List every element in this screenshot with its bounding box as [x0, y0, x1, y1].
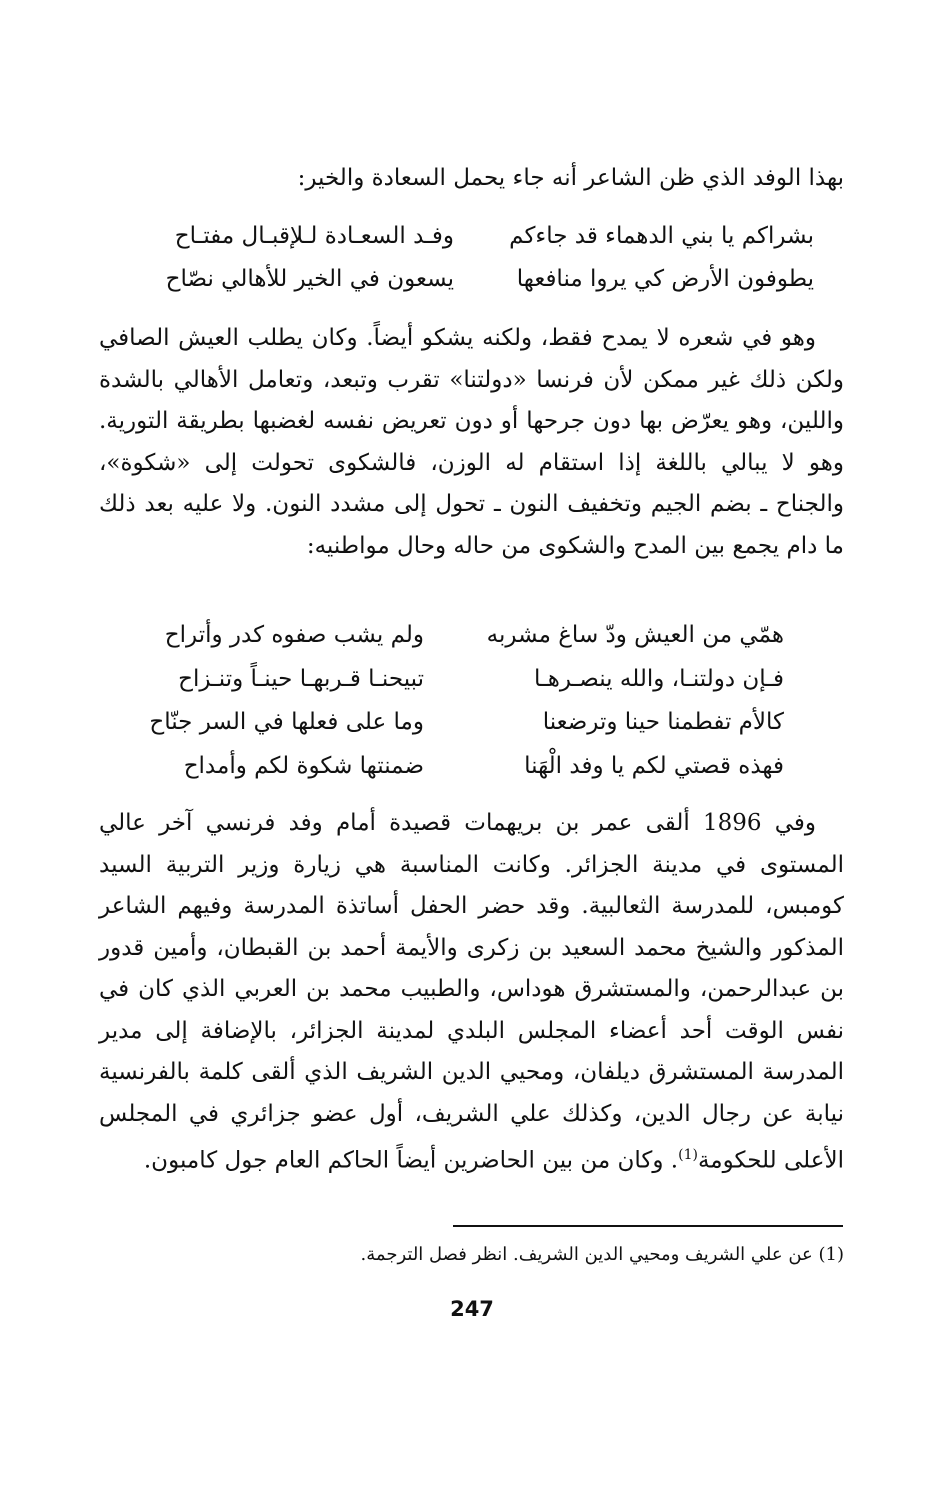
poem2-verse-4-second: ضمنتها شكوة لكم وأمداح: [183, 753, 424, 779]
intro-line: بهذا الوفد الذي ظن الشاعر أنه جاء يحمل السعادة والخير:: [297, 165, 844, 191]
footnote: (1) عن علي الشريف ومحيي الدين الشريف. انظر فصل الترجمة.: [360, 1244, 844, 1265]
footnote-separator: [453, 1225, 843, 1227]
poem1-verse-2-second: يسعون في الخير للأهالي نصّاح: [165, 266, 454, 292]
paragraph-2-main: وفي 1896 ألقى عمر بن بريهمات قصيدة أمام وفد فرنسي آخر عالي المستوى في مدينة الجزائر. وكانت المناسبة هي زيارة وزير التربية السيد كومبس، للمدرسة الثعالبية. وقد حضر الحفل أساتذة المدرسة وفيهم الشاعر المذكور والشيخ محمد السعيد بن زكرى والأيمة أحمد بن القبطان، وأمين قدور بن عبدالرحمن، والمستشرق هوداس، والطبيب محمد بن العربي الذي كان في نفس الوقت أحد أعضاء المجلس البلدي لمدينة الجزائر، بالإضافة إلى مدير المدرسة المستشرق ديلفان، ومحيي الدين الشريف الذي ألقى كلمة بالفرنسية نيابة عن رجال الدين، وكذلك علي الشريف، أول عضو جزائري في المجلس الأعلى للحكومة: [99, 810, 844, 1174]
poem2-verse-3-second: وما على فعلها في السر جنّاح: [149, 709, 424, 735]
poem2-verse-2-first: فـإن دولتنـا، والله ينصـرهـا: [533, 666, 784, 692]
poem2-verse-1-first: همّي من العيش ودّ ساغ مشربه: [486, 622, 784, 648]
poem2-verse-4-first: فهذه قصتي لكم يا وفد الْهَنا: [524, 753, 784, 779]
footnote-marker: (1): [678, 1147, 698, 1163]
poem1-verse-2-first: يطوفون الأرض كي يروا منافعها: [516, 266, 814, 292]
poem2-verse-1-second: ولم يشب صفوه كدر وأتراح: [164, 622, 424, 648]
paragraph-2: [99, 803, 844, 1182]
poem2-verse-3-first: كالأم تفطمنا حينا وترضعنا: [542, 709, 784, 735]
poem1-verse-1-first: بشراكم يا بني الدهماء قد جاءكم: [509, 223, 814, 249]
paragraph-1: وهو في شعره لا يمدح فقط، ولكنه يشكو أيضاً. وكان يطلب العيش الصافي ولكن ذلك غير ممكن لأن فرنسا «دولتنا» تقرب وتبعد، وتعامل الأهالي بالشدة واللين، وهو يعرّض بها دون جرحها أو دون تعريض نفسه لغضبها بطريقة التورية. وهو لا يبالي باللغة إذا استقام له الوزن، فالشكوى تحولت إلى «شكوة»، والجناح ـ بضم الجيم وتخفيف النون ـ تحول إلى مشدد النون. ولا عليه بعد ذلك ما دام يجمع بين المدح والشكوى من حاله وحال مواطنيه:: [99, 325, 844, 559]
paragraph-2-tail: . وكان من بين الحاضرين أيضاً الحاكم العام جول كامبون.: [143, 1147, 679, 1174]
poem1-verse-1-second: وفـد السعـادة لـلإقبـال مفتـاح: [174, 223, 454, 249]
page-number: 247: [450, 1297, 494, 1321]
poem2-verse-2-second: تبيحنـا قـربهـا حينـاً وتنـزاح: [178, 666, 424, 692]
